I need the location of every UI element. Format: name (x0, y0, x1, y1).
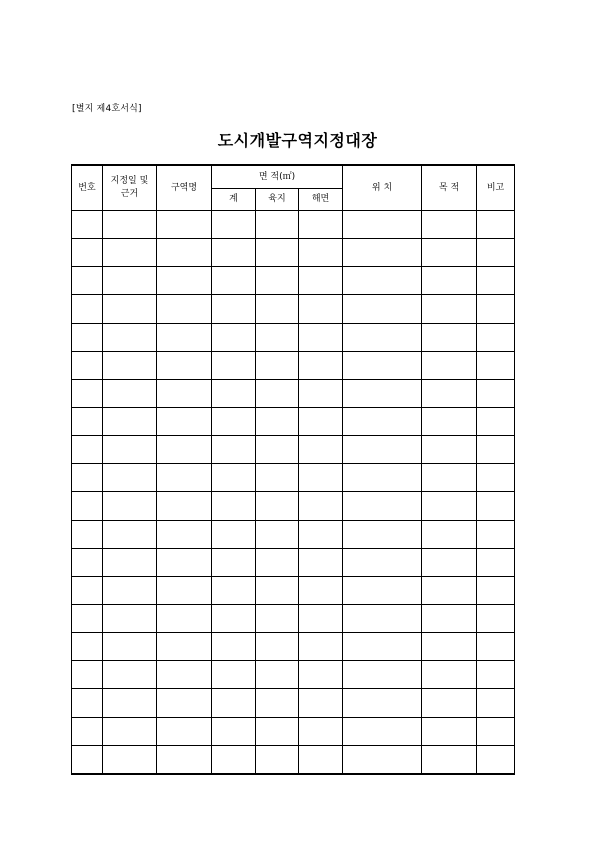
table-cell (477, 436, 515, 464)
table-cell (343, 604, 422, 632)
table-row (72, 295, 515, 323)
table-cell (256, 548, 299, 576)
table-cell (477, 267, 515, 295)
table-cell (157, 464, 212, 492)
table-cell (422, 520, 477, 548)
table-cell (256, 267, 299, 295)
table-row (72, 604, 515, 632)
table-cell (422, 661, 477, 689)
table-cell (103, 633, 157, 661)
table-cell (212, 717, 256, 745)
table-cell (477, 604, 515, 632)
table-cell (477, 351, 515, 379)
table-cell (72, 689, 103, 717)
table-cell (103, 717, 157, 745)
table-cell (422, 745, 477, 774)
table-cell (299, 548, 343, 576)
table-cell (72, 576, 103, 604)
table-cell (299, 267, 343, 295)
table-cell (157, 745, 212, 774)
table-cell (299, 576, 343, 604)
table-cell (422, 351, 477, 379)
table-cell (343, 633, 422, 661)
table-cell (157, 633, 212, 661)
table-cell (212, 407, 256, 435)
table-cell (299, 492, 343, 520)
table-cell (477, 295, 515, 323)
table-cell (256, 407, 299, 435)
table-cell (72, 464, 103, 492)
table-row (72, 323, 515, 351)
table-cell (299, 351, 343, 379)
table-cell (212, 436, 256, 464)
table-cell (343, 689, 422, 717)
header-area-land: 육지 (256, 189, 299, 211)
table-cell (72, 211, 103, 239)
table-cell (212, 379, 256, 407)
table-cell (72, 351, 103, 379)
table-cell (299, 717, 343, 745)
header-purpose: 목 적 (422, 165, 477, 211)
table-cell (343, 661, 422, 689)
table-cell (299, 436, 343, 464)
table-cell (72, 436, 103, 464)
table-cell (157, 267, 212, 295)
table-cell (256, 689, 299, 717)
table-cell (422, 604, 477, 632)
table-cell (256, 379, 299, 407)
table-cell (477, 464, 515, 492)
table-cell (212, 295, 256, 323)
table-cell (212, 689, 256, 717)
table-cell (212, 351, 256, 379)
header-designation-line1: 지정일 및 (110, 176, 149, 186)
table-cell (103, 211, 157, 239)
table-cell (343, 717, 422, 745)
table-cell (256, 576, 299, 604)
table-cell (299, 379, 343, 407)
table-cell (299, 633, 343, 661)
table-cell (157, 211, 212, 239)
table-cell (343, 548, 422, 576)
table-cell (212, 520, 256, 548)
table-cell (157, 407, 212, 435)
table-cell (422, 211, 477, 239)
header-remarks: 비고 (477, 165, 515, 211)
table-row (72, 548, 515, 576)
table-cell (72, 492, 103, 520)
table-cell (343, 436, 422, 464)
table-cell (422, 492, 477, 520)
table-cell (343, 211, 422, 239)
table-cell (422, 379, 477, 407)
table-row (72, 576, 515, 604)
table-cell (477, 548, 515, 576)
table-cell (212, 548, 256, 576)
table-cell (256, 661, 299, 689)
table-cell (103, 548, 157, 576)
table-cell (477, 745, 515, 774)
table-cell (299, 661, 343, 689)
table-cell (343, 745, 422, 774)
table-cell (422, 267, 477, 295)
table-cell (343, 520, 422, 548)
table-cell (422, 689, 477, 717)
table-cell (212, 492, 256, 520)
table-cell (422, 407, 477, 435)
table-cell (157, 492, 212, 520)
table-cell (103, 464, 157, 492)
header-area-sea: 해면 (299, 189, 343, 211)
table-cell (299, 689, 343, 717)
table-cell (103, 745, 157, 774)
table-cell (157, 351, 212, 379)
document-title: 도시개발구역지정대장 (217, 131, 378, 150)
table-cell (72, 295, 103, 323)
table-cell (157, 323, 212, 351)
table-cell (157, 436, 212, 464)
header-number: 번호 (72, 165, 103, 211)
table-cell (477, 576, 515, 604)
designation-register-table (71, 164, 515, 775)
table-cell (477, 661, 515, 689)
table-cell (103, 323, 157, 351)
table-cell (256, 295, 299, 323)
table-cell (72, 323, 103, 351)
table-cell (477, 520, 515, 548)
table-cell (157, 576, 212, 604)
table-cell (343, 464, 422, 492)
table-cell (343, 576, 422, 604)
table-cell (103, 520, 157, 548)
table-cell (103, 436, 157, 464)
table-cell (477, 323, 515, 351)
table-row (72, 717, 515, 745)
header-designation-date (103, 165, 157, 211)
table-row (72, 633, 515, 661)
table-cell (72, 745, 103, 774)
table-cell (477, 211, 515, 239)
table-cell (256, 351, 299, 379)
table-cell (422, 576, 477, 604)
table-cell (299, 323, 343, 351)
table-cell (212, 576, 256, 604)
header-designation-line2: 근거 (120, 189, 139, 199)
table-cell (72, 661, 103, 689)
table-cell (256, 717, 299, 745)
table-cell (477, 689, 515, 717)
table-cell (103, 492, 157, 520)
table-cell (72, 520, 103, 548)
table-cell (256, 464, 299, 492)
table-cell (72, 717, 103, 745)
table-row (72, 745, 515, 774)
table-cell (256, 604, 299, 632)
table-cell (72, 267, 103, 295)
table-cell (212, 239, 256, 267)
table-cell (343, 323, 422, 351)
table-row (72, 407, 515, 435)
table-cell (299, 295, 343, 323)
table-cell (343, 295, 422, 323)
register-body (72, 211, 515, 774)
table-cell (72, 407, 103, 435)
table-cell (477, 717, 515, 745)
table-cell (299, 745, 343, 774)
table-cell (72, 239, 103, 267)
table-cell (157, 717, 212, 745)
table-cell (103, 267, 157, 295)
table-cell (212, 633, 256, 661)
table-cell (256, 239, 299, 267)
table-row (72, 464, 515, 492)
header-area: 면 적(㎡) (212, 165, 343, 189)
table-cell (343, 351, 422, 379)
table-cell (72, 548, 103, 576)
table-cell (103, 379, 157, 407)
table-cell (299, 464, 343, 492)
table-cell (103, 239, 157, 267)
table-cell (157, 661, 212, 689)
table-cell (212, 604, 256, 632)
table-cell (256, 520, 299, 548)
table-cell (477, 492, 515, 520)
table-cell (157, 604, 212, 632)
table-cell (212, 323, 256, 351)
table-cell (157, 379, 212, 407)
table-cell (422, 717, 477, 745)
table-cell (343, 407, 422, 435)
table-cell (477, 633, 515, 661)
table-cell (256, 211, 299, 239)
table-cell (212, 661, 256, 689)
table-cell (343, 239, 422, 267)
table-cell (212, 267, 256, 295)
table-cell (72, 379, 103, 407)
table-cell (157, 239, 212, 267)
table-cell (256, 436, 299, 464)
table-cell (477, 239, 515, 267)
table-row (72, 661, 515, 689)
table-row (72, 379, 515, 407)
table-cell (343, 379, 422, 407)
table-cell (422, 436, 477, 464)
table-cell (103, 576, 157, 604)
table-cell (103, 689, 157, 717)
table-cell (72, 604, 103, 632)
header-district-name: 구역명 (157, 165, 212, 211)
table-cell (343, 267, 422, 295)
table-cell (157, 295, 212, 323)
table-cell (103, 661, 157, 689)
table-cell (343, 492, 422, 520)
table-cell (299, 604, 343, 632)
table-cell (299, 407, 343, 435)
table-row (72, 689, 515, 717)
table-cell (477, 407, 515, 435)
table-cell (256, 745, 299, 774)
table-cell (103, 407, 157, 435)
table-row (72, 211, 515, 239)
table-cell (72, 633, 103, 661)
table-cell (212, 745, 256, 774)
table-cell (299, 239, 343, 267)
table-cell (103, 351, 157, 379)
table-row (72, 492, 515, 520)
table-cell (157, 520, 212, 548)
table-cell (422, 464, 477, 492)
table-cell (477, 379, 515, 407)
form-number-label: [별지 제4호서식] (72, 104, 142, 114)
table-row (72, 351, 515, 379)
table-row (72, 239, 515, 267)
table-cell (299, 211, 343, 239)
table-cell (422, 633, 477, 661)
table-row (72, 436, 515, 464)
table-cell (157, 689, 212, 717)
table-row (72, 520, 515, 548)
table-cell (157, 548, 212, 576)
table-cell (103, 604, 157, 632)
header-area-total: 계 (212, 189, 256, 211)
table-cell (256, 323, 299, 351)
header-location: 위 치 (343, 165, 422, 211)
table-cell (422, 323, 477, 351)
table-cell (256, 633, 299, 661)
table-cell (212, 464, 256, 492)
table-cell (422, 239, 477, 267)
table-cell (103, 295, 157, 323)
table-cell (212, 211, 256, 239)
table-cell (422, 295, 477, 323)
table-cell (422, 548, 477, 576)
table-row (72, 267, 515, 295)
table-cell (299, 520, 343, 548)
table-cell (256, 492, 299, 520)
